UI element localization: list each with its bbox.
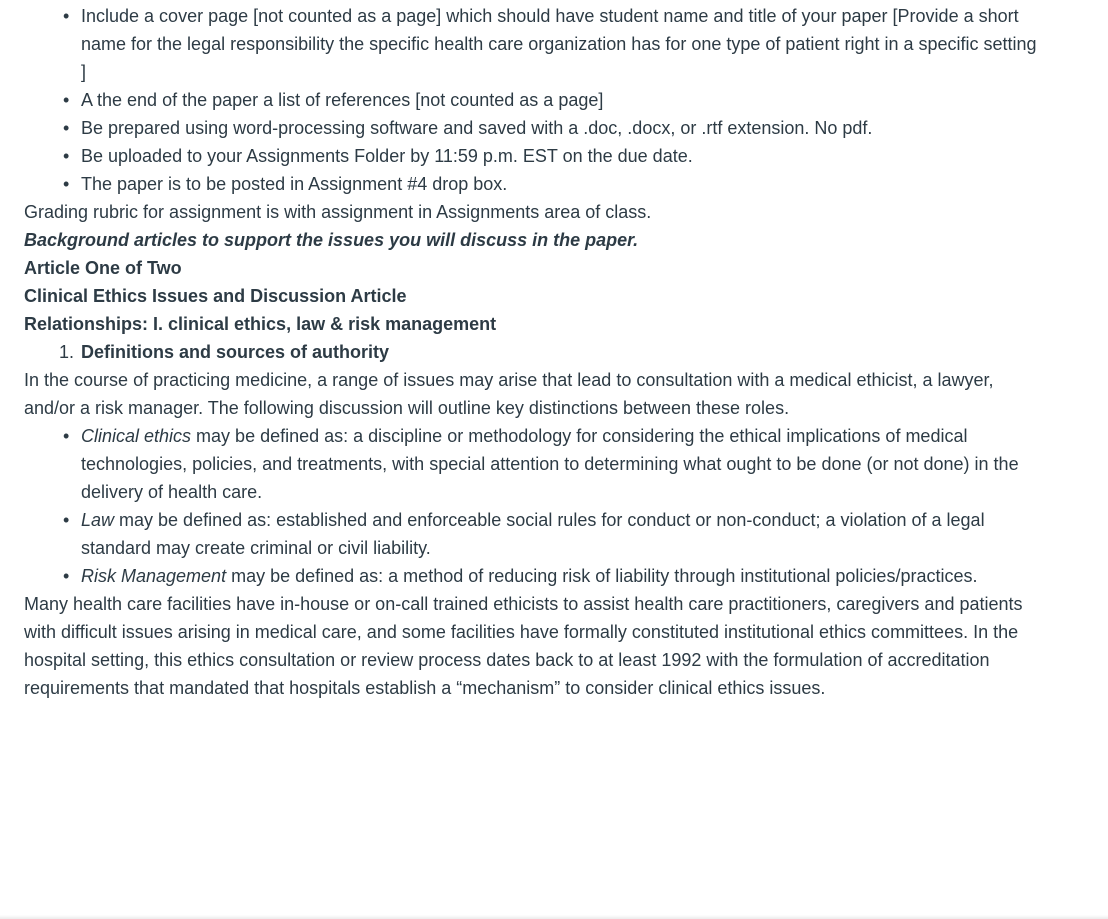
bullet-icon: •	[63, 566, 70, 586]
article-title: Clinical Ethics Issues and Discussion Article	[24, 286, 407, 306]
bullet-icon: •	[63, 146, 70, 166]
grading-note: Grading rubric for assignment is with assignment in Assignments area of class.	[24, 202, 652, 222]
list-item	[63, 2, 1044, 86]
list-item-text: Be prepared using word-processing software and saved with a .doc, .docx, or .rtf extension. No pdf.	[81, 118, 873, 138]
closing-paragraph: Many health care facilities have in-house or on-call trained ethicists to assist health care practitioners, caregivers and patients with difficult issues arising in medical care, and some facilities have formally constituted institutional ethics committees. In the hospital setting, this ethics consultation or review process dates back to at least 1992 with the formulation of accreditation requirements that mandated that hospitals establish a “mechanism” to consider clinical ethics issues.	[24, 594, 1023, 698]
list-item-text: Definitions and sources of authority	[81, 342, 390, 362]
intro-paragraph: In the course of practicing medicine, a range of issues may arise that lead to consultation with a medical ethicist, a lawyer, and/or a risk manager. The following discussion will outline key distinctions between these roles.	[24, 370, 994, 418]
definitions-list	[24, 422, 1044, 590]
list-item-text: Be uploaded to your Assignments Folder by 11:59 p.m. EST on the due date.	[81, 146, 693, 166]
definition-term: Law	[81, 510, 115, 530]
list-item-text: The paper is to be posted in Assignment #4 drop box.	[81, 174, 508, 194]
bullet-icon: •	[63, 510, 70, 530]
definition-text: may be defined as: established and enforceable social rules for conduct or non-conduct; a violation of a legal standard may create criminal or civil liability.	[81, 510, 985, 558]
definition-term: Clinical ethics	[81, 426, 192, 446]
list-item	[63, 422, 1044, 506]
bullet-icon: •	[63, 174, 70, 194]
bullet-icon: •	[63, 426, 70, 446]
page-content	[24, 2, 1044, 702]
article-label: Article One of Two	[24, 258, 182, 278]
definition-text: may be defined as: a discipline or methodology for considering the ethical implications of medical technologies, policies, and treatments, with special attention to determining what ought to be done (or not done) in the delivery of health care.	[81, 426, 1019, 502]
list-item-text: Include a cover page [not counted as a page] which should have student name and title of your paper [Provide a short name for the legal responsibility the specific health care organization has for one type of patient right in a specific setting ]	[81, 6, 1037, 82]
list-item	[63, 170, 1044, 198]
bullet-icon: •	[63, 6, 70, 26]
list-item	[63, 86, 1044, 114]
list-item	[63, 506, 1044, 562]
list-number: 1.	[59, 342, 75, 362]
list-item	[63, 114, 1044, 142]
bullet-icon: •	[63, 90, 70, 110]
definition-term: Risk Management	[81, 566, 227, 586]
numbered-list	[24, 338, 1044, 366]
list-item-text: A the end of the paper a list of references [not counted as a page]	[81, 90, 604, 110]
list-item	[59, 338, 1044, 366]
list-item	[63, 562, 1044, 590]
relationships-heading: Relationships: I. clinical ethics, law & risk management	[24, 314, 497, 334]
list-item	[63, 142, 1044, 170]
requirements-list	[24, 2, 1044, 198]
definition-text: may be defined as: a method of reducing risk of liability through institutional policies/practices.	[226, 566, 978, 586]
background-heading: Background articles to support the issues you will discuss in the paper.	[24, 230, 639, 250]
scroll-edge-shadow	[0, 915, 1108, 919]
bullet-icon: •	[63, 118, 70, 138]
